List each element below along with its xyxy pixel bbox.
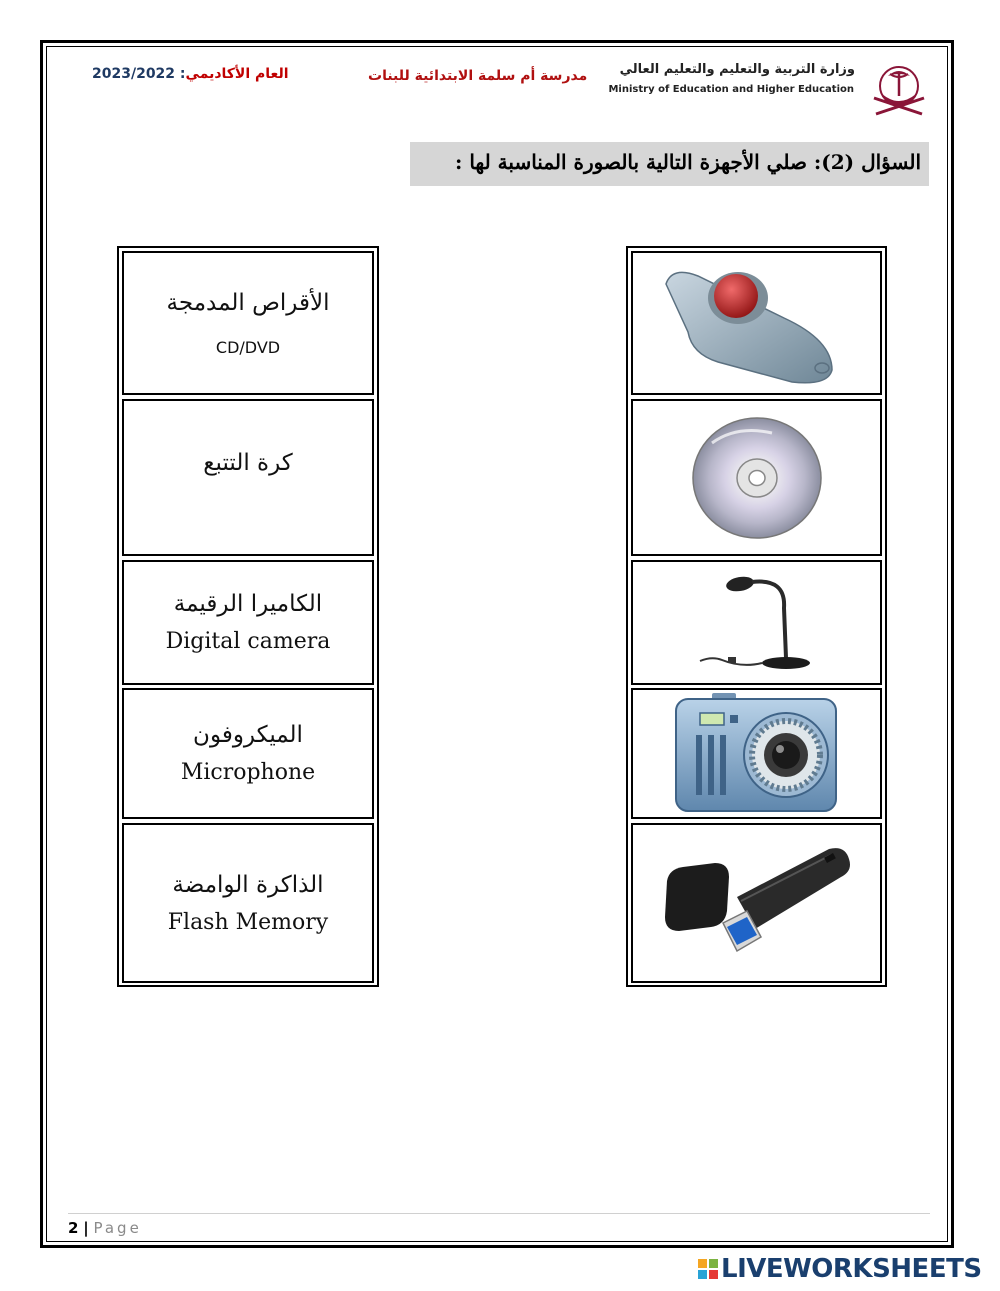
device-name-english: Digital camera xyxy=(165,629,331,654)
digital-camera-icon xyxy=(672,691,842,816)
device-name-arabic: الكاميرا الرقيمة xyxy=(173,591,323,617)
ministry-name-english: Ministry of Education and Higher Education xyxy=(608,84,854,95)
academic-year-value: 2023/2022 xyxy=(92,66,176,82)
image-cell-camera[interactable] xyxy=(631,688,882,819)
device-cell-trackball[interactable] xyxy=(122,399,374,556)
image-cell-cd[interactable] xyxy=(631,399,882,556)
liveworksheets-logo[interactable] xyxy=(698,1254,982,1284)
trackball-icon xyxy=(652,258,862,388)
device-name-english: Microphone xyxy=(180,760,316,785)
device-names-column xyxy=(117,246,379,987)
device-name-arabic: كرة التتبع xyxy=(203,449,293,476)
usb-flash-drive-icon xyxy=(657,841,857,966)
image-cell-flash[interactable] xyxy=(631,823,882,983)
device-name-arabic: الميكروفون xyxy=(193,722,303,748)
ministry-name-arabic: وزارة التربية والتعليم والتعليم العالي xyxy=(619,62,855,77)
device-cell-microphone[interactable] xyxy=(122,688,374,819)
device-name-arabic: الذاكرة الوامضة xyxy=(172,871,324,898)
footer-divider xyxy=(68,1213,930,1214)
device-images-column xyxy=(626,246,887,987)
image-cell-microphone[interactable] xyxy=(631,560,882,685)
school-name: مدرسة أم سلمة الابتدائية للبنات xyxy=(368,68,588,84)
page-footer xyxy=(68,1219,142,1237)
device-cell-cd[interactable] xyxy=(122,251,374,395)
microphone-icon xyxy=(682,568,832,678)
question-heading: السؤال (2): صلي الأجهزة التالية بالصورة المناسبة لها : xyxy=(410,142,929,186)
academic-year: العام الأكاديمي: 2023/2022 xyxy=(92,66,289,82)
brand-mark-icon xyxy=(698,1259,718,1279)
footer-separator: | xyxy=(83,1219,89,1237)
academic-year-label: العام الأكاديمي xyxy=(185,66,289,82)
device-cell-flash[interactable] xyxy=(122,823,374,983)
page-number: 2 xyxy=(68,1219,79,1237)
device-name-english: CD/DVD xyxy=(215,337,281,357)
device-name-english: Flash Memory xyxy=(167,909,329,935)
brand-name: LIVEWORKSHEETS xyxy=(721,1254,982,1284)
cd-disc-icon xyxy=(682,413,832,543)
device-name-arabic: الأقراص المدمجة xyxy=(166,289,330,316)
qatar-emblem-icon xyxy=(866,62,932,122)
device-cell-camera[interactable] xyxy=(122,560,374,685)
page-word: Page xyxy=(93,1219,142,1237)
image-cell-trackball[interactable] xyxy=(631,251,882,395)
